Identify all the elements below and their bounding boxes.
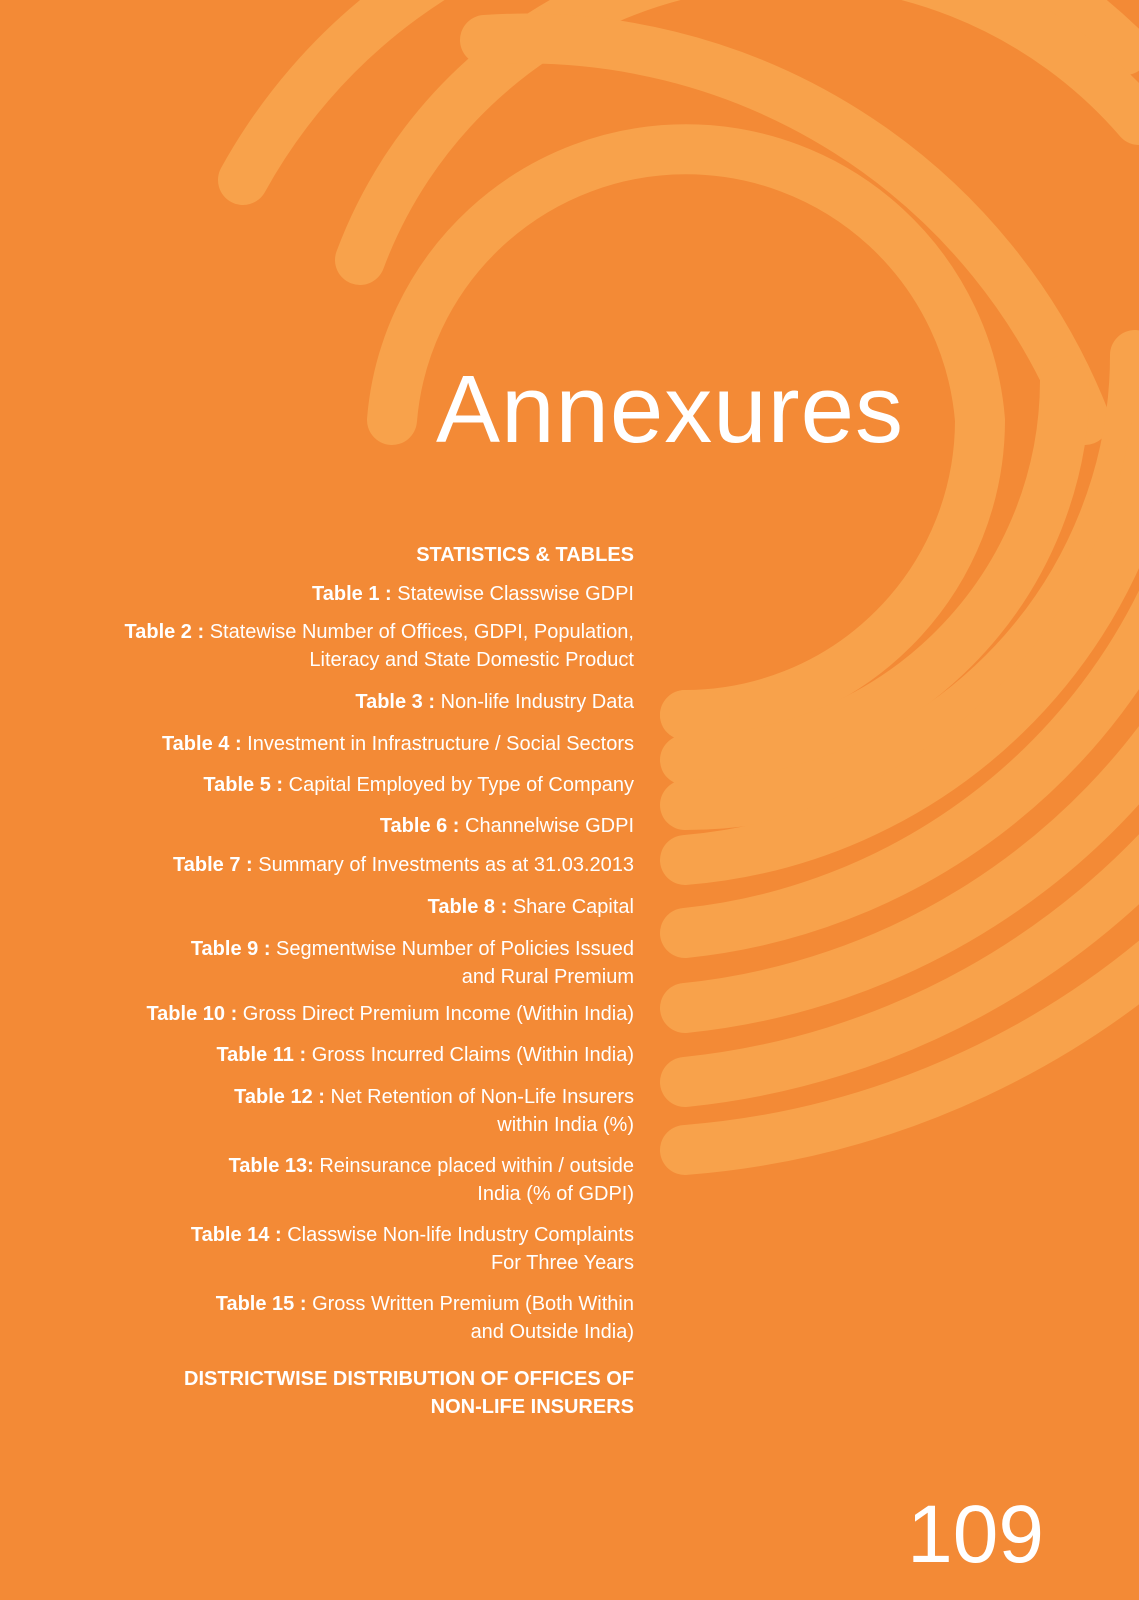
toc-entry-label: Table 2 : <box>124 621 205 643</box>
toc-entry-table-1[interactable] <box>114 580 634 608</box>
toc-entry-label: Table 3 : <box>355 691 436 713</box>
toc-entry-table-13[interactable] <box>114 1152 634 1208</box>
toc-entry-label: Table 12 : <box>234 1086 325 1108</box>
toc-entry-text: Channelwise GDPI <box>465 815 634 837</box>
toc-entry-table-7[interactable] <box>114 851 634 879</box>
toc-entry-table-12[interactable] <box>114 1083 634 1139</box>
section-heading-line2: NON-LIFE INSURERS <box>430 1396 634 1418</box>
toc-entry-label: Table 10 : <box>146 1003 238 1025</box>
toc-entry-text: Non-life Industry Data <box>440 691 634 713</box>
section-heading-statistics: STATISTICS & TABLES <box>416 544 634 566</box>
toc-entry-label: Table 1 : <box>312 583 392 605</box>
toc-entry-table-5[interactable] <box>114 771 634 799</box>
toc-entry-label: Table 4 : <box>161 733 242 755</box>
toc-entry-text: Segmentwise Number of Policies Issued <box>276 938 634 960</box>
toc-entry-label: Table 9 : <box>190 938 271 960</box>
section-heading-line1: DISTRICTWISE DISTRIBUTION OF OFFICES OF <box>184 1368 634 1390</box>
page-number: 109 <box>907 1489 1044 1580</box>
toc-entry-text: Reinsurance placed within / outside <box>319 1155 634 1177</box>
toc-entry-text: Gross Incurred Claims (Within India) <box>311 1044 634 1066</box>
section-heading-districtwise[interactable] <box>114 1365 634 1421</box>
toc-entry-text-line2: Literacy and State Domestic Product <box>309 649 634 671</box>
toc-entry-table-8[interactable] <box>114 893 634 921</box>
toc-entry-table-6[interactable] <box>114 812 634 840</box>
toc-entry-table-15[interactable] <box>114 1290 634 1346</box>
toc-entry-text: Statewise Number of Offices, GDPI, Population, <box>209 621 634 643</box>
toc-entry-label: Table 13: <box>228 1155 314 1177</box>
toc-entry-text: Share Capital <box>512 896 634 918</box>
toc-entry-text-line2: India (% of GDPI) <box>477 1183 634 1205</box>
toc-entry-label: Table 6 : <box>379 815 460 837</box>
toc-entry-table-9[interactable] <box>114 935 634 991</box>
toc-entry-text: Summary of Investments as at 31.03.2013 <box>258 854 634 876</box>
toc-entry-text: Statewise Classwise GDPI <box>397 583 634 605</box>
toc-entry-table-4[interactable] <box>114 730 634 758</box>
toc-entry-table-14[interactable] <box>114 1221 634 1277</box>
toc-entry-label: Table 5 : <box>203 774 284 796</box>
toc-entry-text: Capital Employed by Type of Company <box>288 774 634 796</box>
toc-entry-text: Classwise Non-life Industry Complaints <box>287 1224 634 1246</box>
toc-entry-text: Net Retention of Non-Life Insurers <box>330 1086 634 1108</box>
toc-entry-table-3[interactable] <box>114 688 634 716</box>
toc-entry-table-2[interactable] <box>114 618 634 674</box>
toc-entry-label: Table 11 : <box>216 1044 307 1066</box>
toc-entry-table-11[interactable] <box>114 1041 634 1069</box>
toc-entry-text-line2: within India (%) <box>497 1114 634 1136</box>
toc-entry-text-line2: For Three Years <box>490 1252 634 1274</box>
toc-entry-text: Investment in Infrastructure / Social Sectors <box>247 733 634 755</box>
toc-entry-table-10[interactable] <box>114 1000 634 1028</box>
toc-entry-label: Table 7 : <box>173 854 253 876</box>
toc-entry-label: Table 15 : <box>215 1293 307 1315</box>
toc-entry-text: Gross Written Premium (Both Within <box>312 1293 634 1315</box>
toc-entry-text: Gross Direct Premium Income (Within India) <box>242 1003 634 1025</box>
toc-entry-label: Table 14 : <box>190 1224 282 1246</box>
page-title: Annexures <box>436 356 904 463</box>
toc-entry-text-line2: and Rural Premium <box>461 966 634 988</box>
toc-entry-label: Table 8 : <box>427 896 508 918</box>
toc-entry-text-line2: and Outside India) <box>470 1321 634 1343</box>
